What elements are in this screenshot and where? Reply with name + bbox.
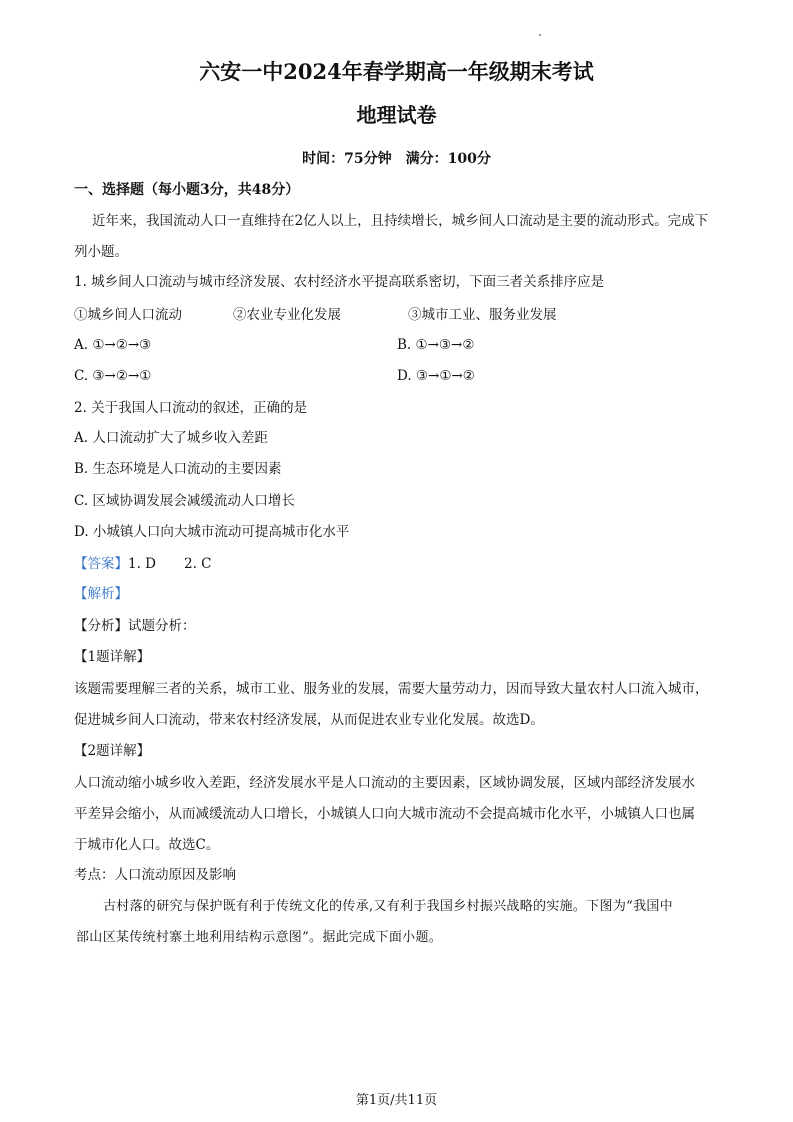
q2-option-a: A. 人口流动扩大了城乡收入差距 <box>74 430 268 446</box>
intro2-line1: 古村落的研究与保护既有利于传统文化的传承,又有利于我国乡村振兴战略的实施。下图为“我国中 <box>103 899 673 914</box>
section-heading: 一、选择题（每小题3分，共48分） <box>74 182 300 198</box>
page-footer: 第1页/共11页 <box>355 1093 438 1108</box>
q2-option-c: C. 区域协调发展会减缓流动人口增长 <box>74 493 295 509</box>
detail2-line3: 于城市化人口。故选C。 <box>74 837 220 853</box>
q2-option-b: B. 生态环境是人口流动的主要因素 <box>74 461 282 477</box>
q2-option-d: D. 小城镇人口向大城市流动可提高城市化水平 <box>74 524 350 540</box>
analysis-intro: 【分析】试题分析： <box>74 618 196 634</box>
exam-subtitle: 地理试卷 <box>356 103 437 127</box>
q1-option-c: C. ③→②→① <box>74 368 152 384</box>
detail1-tag: 【1题详解】 <box>74 649 151 665</box>
intro2-line2: 部山区某传统村寨土地利用结构示意图”。据此完成下面小题。 <box>76 930 443 945</box>
intro1-line2: 列小题。 <box>74 244 128 260</box>
q1-item-3: ③城市工业、服务业发展 <box>408 307 557 323</box>
q1-item-1: ①城乡间人口流动 <box>74 307 182 323</box>
detail1-line2: 促进城乡间人口流动，带来农村经济发展，从而促进农业专业化发展。故选D。 <box>74 712 544 728</box>
answer-line <box>74 555 212 573</box>
exam-meta: 时间：75分钟 满分：100分 <box>302 151 491 167</box>
kaodian-note: 考点：人口流动原因及影响 <box>74 867 236 883</box>
q1-option-b: B. ①→③→② <box>397 337 475 353</box>
detail2-tag: 【2题详解】 <box>74 743 151 759</box>
answer-tag: 【答案】 <box>74 556 128 572</box>
scan-dot <box>539 34 541 36</box>
intro1-line1: 近年来，我国流动人口一直维持在2亿人以上，且持续增长，城乡间人口流动是主要的流动形式。完成下 <box>92 213 709 229</box>
detail1-line1: 该题需要理解三者的关系，城市工业、服务业的发展，需要大量劳动力，因而导致大量农村人口流入城市， <box>74 681 709 697</box>
q2-stem: 2. 关于我国人口流动的叙述，正确的是 <box>74 400 308 416</box>
answer-1: 1. D <box>128 556 156 572</box>
analysis-tag: 【解析】 <box>74 586 128 602</box>
q1-item-2: ②农业专业化发展 <box>233 307 341 323</box>
answer-2: 2. C <box>184 556 212 572</box>
q1-stem: 1. 城乡间人口流动与城市经济发展、农村经济水平提高联系密切，下面三者关系排序应是 <box>74 274 605 290</box>
detail2-line1: 人口流动缩小城乡收入差距，经济发展水平是人口流动的主要因素，区域协调发展，区域内部经济发展水 <box>74 775 695 791</box>
q1-option-a: A. ①→②→③ <box>74 337 152 353</box>
q1-option-d: D. ③→①→② <box>397 368 475 384</box>
exam-title: 六安一中2024年春学期高一年级期末考试 <box>199 59 594 84</box>
detail2-line2: 平差异会缩小，从而减缓流动人口增长，小城镇人口向大城市流动不会提高城市化水平，小城镇人口也属 <box>74 806 695 822</box>
